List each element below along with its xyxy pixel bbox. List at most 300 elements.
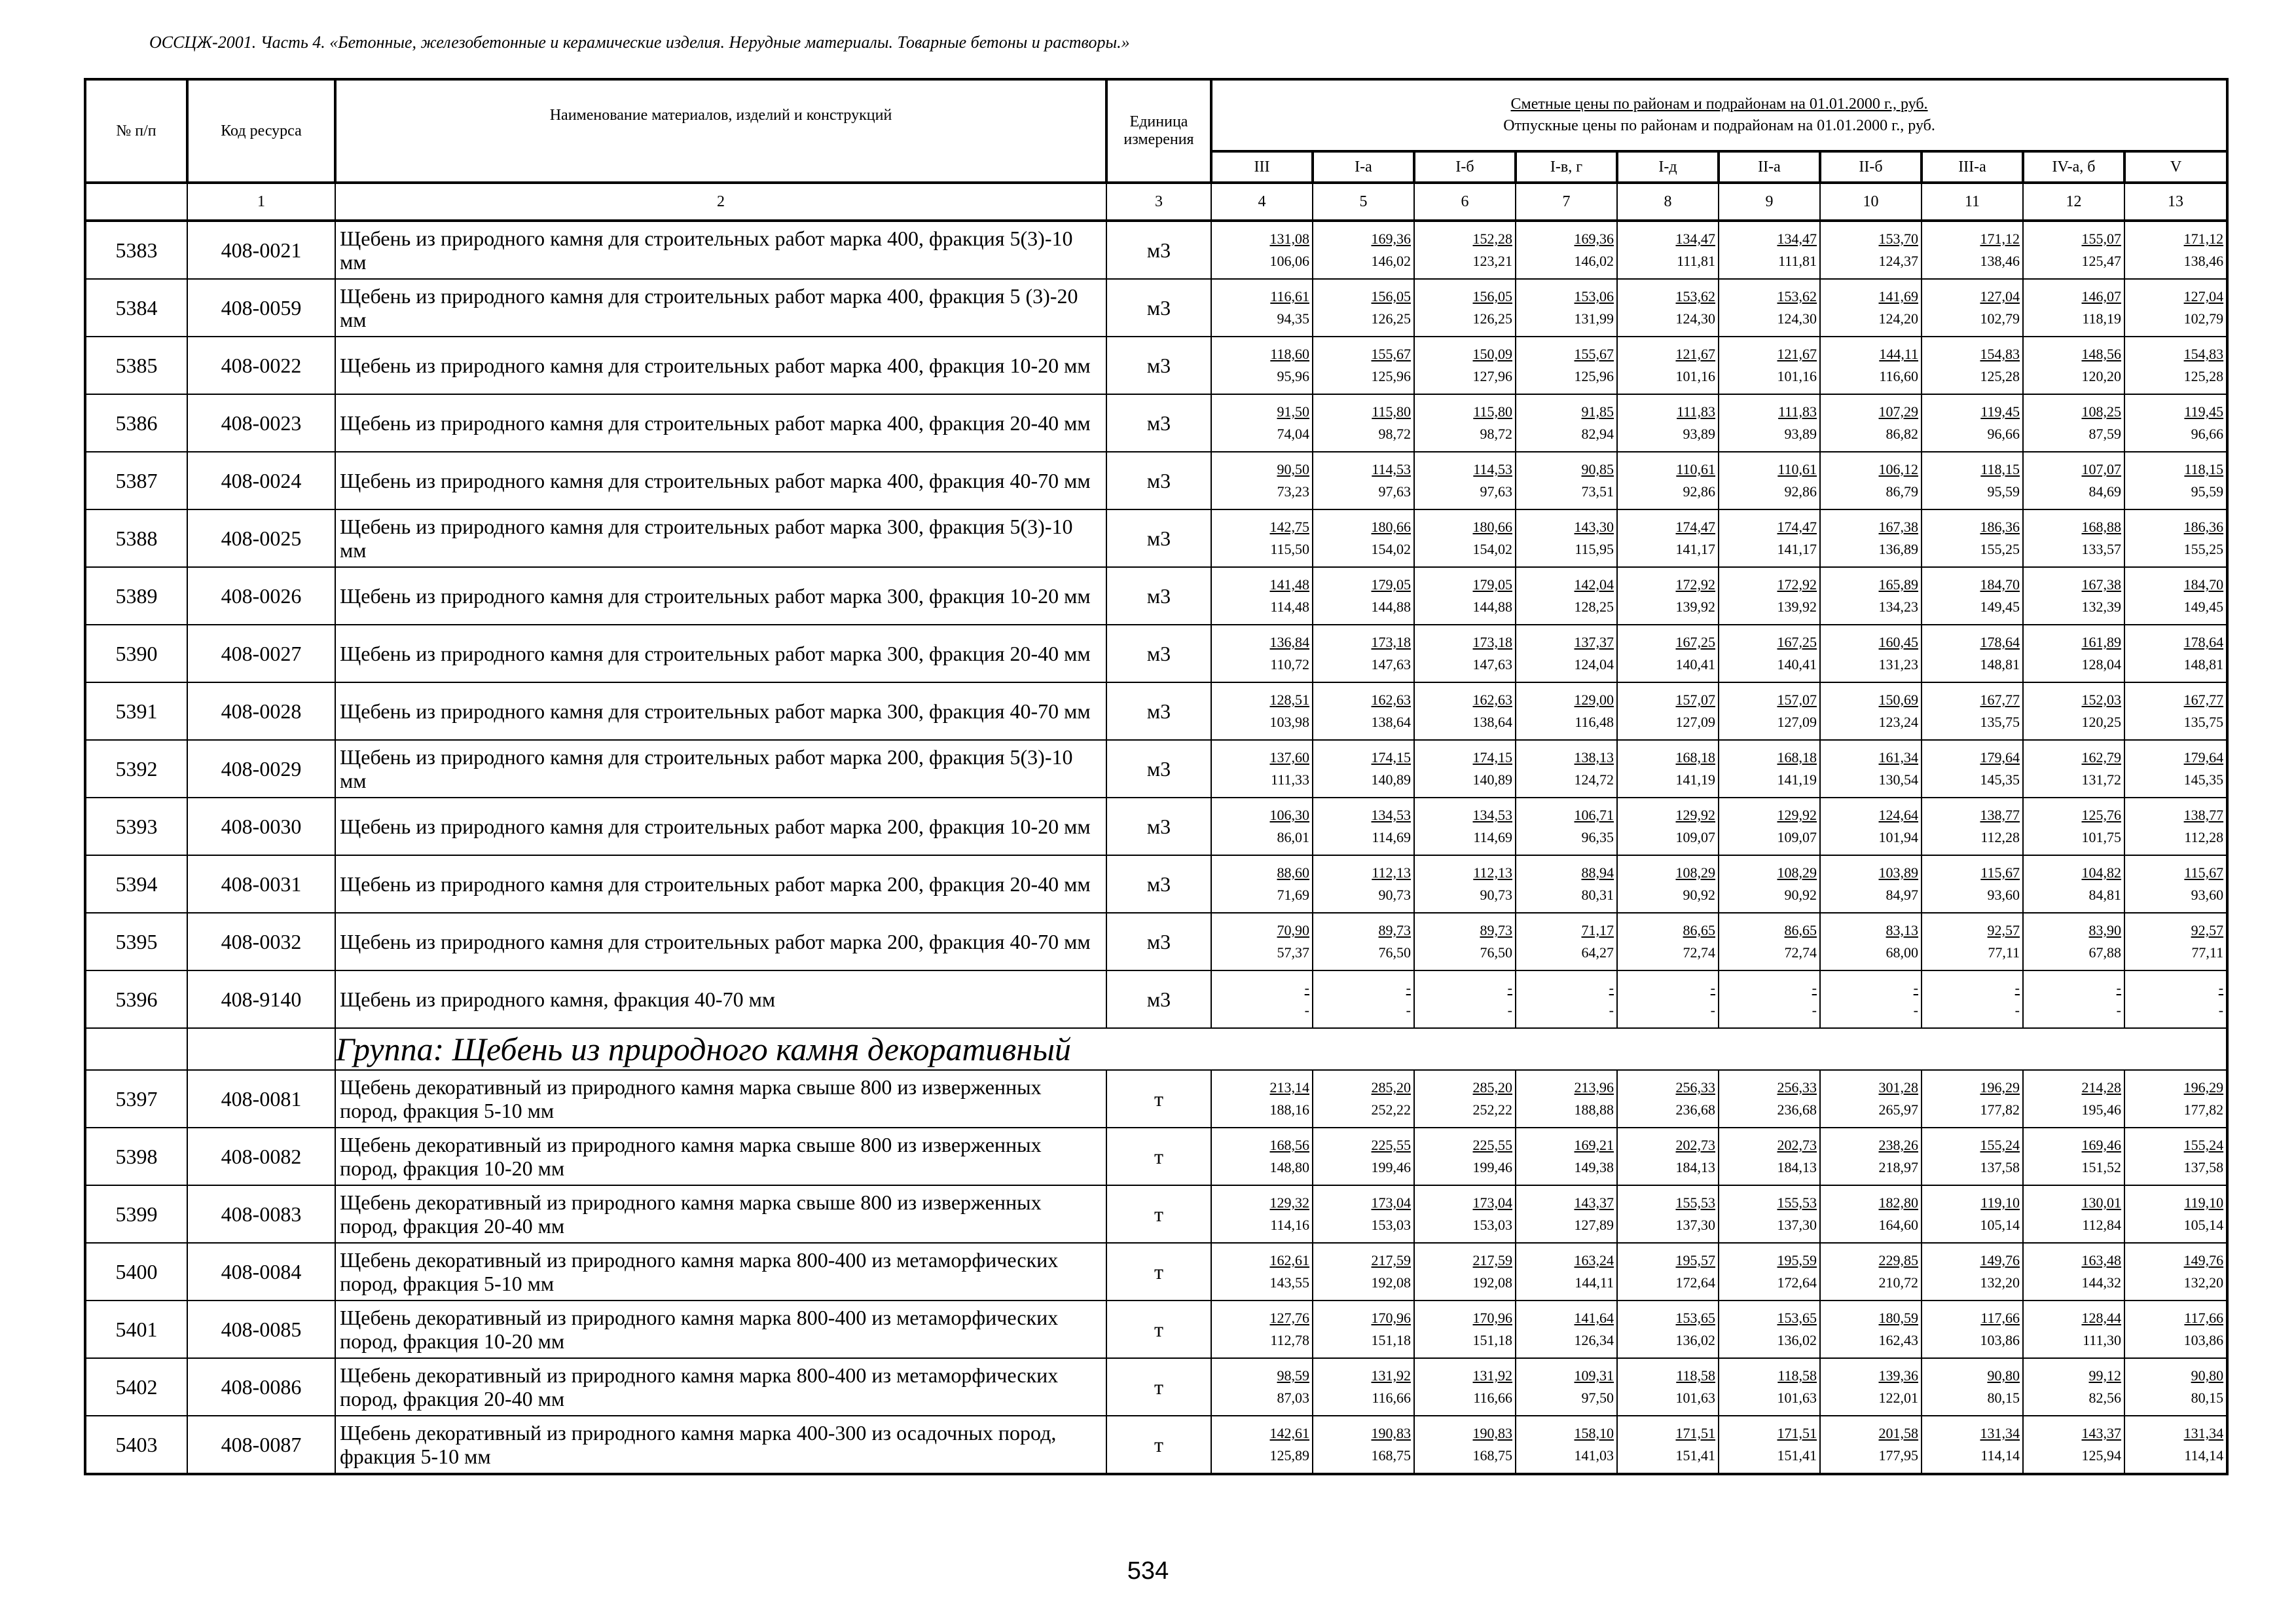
price-cell (1719, 394, 1820, 452)
price-cell (1719, 221, 1820, 279)
release-price: 151,41 (1675, 1447, 1715, 1464)
region-header: II-а (1719, 151, 1820, 183)
release-price: 151,18 (1472, 1332, 1512, 1348)
release-price: 90,92 (1784, 887, 1817, 903)
release-price: 138,64 (1371, 714, 1411, 730)
estimate-price: 174,47 (1675, 519, 1715, 535)
release-price: 86,01 (1277, 829, 1309, 845)
estimate-price: 89,73 (1378, 922, 1411, 938)
price-cell (1211, 1070, 1313, 1128)
estimate-price: 107,07 (2081, 461, 2121, 477)
estimate-price: 144,11 (1879, 346, 1918, 362)
price-cell (1719, 1128, 1820, 1185)
row-number: 5400 (85, 1243, 187, 1301)
release-price: 80,31 (1581, 887, 1614, 903)
estimate-price: 202,73 (1777, 1137, 1817, 1153)
material-name: Щебень из природного камня для строительных работ марка 400, фракция 5 (3)-20 мм (335, 279, 1106, 337)
release-price: 184,13 (1777, 1159, 1817, 1175)
estimate-price: 90,85 (1581, 461, 1614, 477)
release-price: 128,04 (2081, 656, 2121, 673)
release-price: 199,46 (1371, 1159, 1411, 1175)
price-cell (1922, 279, 2023, 337)
price-header-estimate: Сметные цены по районам и подрайонам на 01.01.2000 г., руб. (1510, 96, 1928, 113)
price-cell (1516, 1301, 1617, 1358)
resource-code: 408-0087 (187, 1416, 335, 1474)
release-price: - (1304, 1002, 1309, 1018)
table-body (85, 183, 2227, 1474)
estimate-price: 171,51 (1675, 1425, 1715, 1441)
release-price: 195,46 (2081, 1101, 2121, 1118)
unit-of-measure: т (1106, 1301, 1211, 1358)
release-price: - (2218, 1002, 2224, 1018)
release-price: 144,88 (1472, 599, 1512, 615)
release-price: 141,03 (1574, 1447, 1614, 1464)
release-price: 139,92 (1675, 599, 1715, 615)
row-number: 5392 (85, 740, 187, 798)
release-price: 127,09 (1777, 714, 1817, 730)
resource-code: 408-0059 (187, 279, 335, 337)
estimate-price: 134,53 (1371, 807, 1411, 823)
price-cell (1313, 221, 1414, 279)
price-cell (1313, 1070, 1414, 1128)
price-cell (2023, 337, 2124, 394)
price-cell (1211, 394, 1313, 452)
release-price: 164,60 (1878, 1217, 1918, 1233)
release-price: 210,72 (1878, 1274, 1918, 1291)
price-cell (1719, 567, 1820, 625)
release-price: 68,00 (1886, 944, 1918, 961)
resource-code: 408-0029 (187, 740, 335, 798)
price-cell (1617, 1128, 1719, 1185)
release-price: 265,97 (1878, 1101, 1918, 1118)
price-cell (2124, 221, 2227, 279)
release-price: 106,06 (1269, 253, 1309, 269)
price-cell (1313, 625, 1414, 682)
price-cell (1922, 452, 2023, 509)
release-price: 101,75 (2081, 829, 2121, 845)
estimate-price: 104,82 (2081, 864, 2121, 881)
unit-of-measure: м3 (1106, 798, 1211, 855)
release-price: 114,14 (2184, 1447, 2224, 1464)
estimate-price: 162,63 (1472, 692, 1512, 708)
release-price: 236,68 (1777, 1101, 1817, 1118)
row-number: 5395 (85, 913, 187, 970)
price-cell (1414, 1243, 1516, 1301)
release-price: 146,02 (1371, 253, 1411, 269)
price-cell (1516, 452, 1617, 509)
estimate-price: 118,60 (1270, 346, 1309, 362)
estimate-price: 110,61 (1676, 461, 1715, 477)
price-cell (1820, 970, 1922, 1028)
release-price: 149,38 (1574, 1159, 1614, 1175)
price-cell (1719, 452, 1820, 509)
release-price: 144,11 (1575, 1274, 1614, 1291)
price-cell (1313, 337, 1414, 394)
price-cell (1414, 682, 1516, 740)
release-price: 168,75 (1472, 1447, 1512, 1464)
release-price: 125,96 (1574, 368, 1614, 384)
release-price: 105,14 (2183, 1217, 2224, 1233)
price-cell (2023, 279, 2124, 337)
price-cell (1820, 740, 1922, 798)
release-price: 57,37 (1277, 944, 1309, 961)
release-price: 151,52 (2081, 1159, 2121, 1175)
estimate-price: 155,67 (1574, 346, 1614, 362)
release-price: 131,23 (1878, 656, 1918, 673)
price-cell (1922, 509, 2023, 567)
estimate-price: 119,10 (2184, 1194, 2224, 1211)
row-number: 5385 (85, 337, 187, 394)
estimate-price: 160,45 (1878, 634, 1918, 650)
estimate-price: 134,47 (1777, 231, 1817, 247)
price-cell (1313, 740, 1414, 798)
price-cell (1313, 509, 1414, 567)
estimate-price: 180,59 (1878, 1310, 1918, 1326)
price-cell (1516, 394, 1617, 452)
release-price: 103,98 (1269, 714, 1309, 730)
price-cell (1211, 913, 1313, 970)
table-row (85, 279, 2227, 337)
estimate-price: 202,73 (1675, 1137, 1715, 1153)
price-cell (1516, 1358, 1617, 1416)
estimate-price: 256,33 (1675, 1079, 1715, 1096)
price-cell (1617, 337, 1719, 394)
price-cell (2023, 1128, 2124, 1185)
estimate-price: 157,07 (1675, 692, 1715, 708)
release-price: 93,89 (1784, 426, 1817, 442)
estimate-price: - (1913, 980, 1918, 996)
estimate-price: 179,05 (1371, 576, 1411, 593)
release-price: 151,41 (1777, 1447, 1817, 1464)
release-price: 116,60 (1879, 368, 1918, 384)
price-cell (1211, 1243, 1313, 1301)
estimate-price: 114,53 (1473, 461, 1512, 477)
estimate-price: 131,92 (1472, 1367, 1512, 1384)
estimate-price: 161,34 (1878, 749, 1918, 766)
release-price: - (1406, 1002, 1411, 1018)
material-name: Щебень декоративный из природного камня марка 800-400 из метаморфических пород, фракция 20-40 мм (335, 1358, 1106, 1416)
estimate-price: 167,38 (1878, 519, 1918, 535)
price-cell (1820, 913, 1922, 970)
price-cell (1719, 1358, 1820, 1416)
table-row (85, 1358, 2227, 1416)
estimate-price: 118,58 (1777, 1367, 1817, 1384)
price-cell (1414, 1185, 1516, 1243)
price-cell (1617, 855, 1719, 913)
estimate-price: 88,94 (1581, 864, 1614, 881)
material-name: Щебень декоративный из природного камня марка 800-400 из метаморфических пород, фракция 5-10 мм (335, 1243, 1106, 1301)
resource-code: 408-0085 (187, 1301, 335, 1358)
release-price: 111,30 (2083, 1332, 2121, 1348)
estimate-price: 229,85 (1878, 1252, 1918, 1268)
release-price: 102,79 (1980, 310, 2020, 327)
release-price: 96,35 (1581, 829, 1614, 845)
release-price: 188,88 (1574, 1101, 1614, 1118)
price-cell (1820, 1243, 1922, 1301)
estimate-price: 285,20 (1472, 1079, 1512, 1096)
material-name: Щебень из природного камня для строительных работ марка 200, фракция 40-70 мм (335, 913, 1106, 970)
price-cell (1719, 509, 1820, 567)
price-cell (2124, 567, 2227, 625)
estimate-price: 153,65 (1675, 1310, 1715, 1326)
release-price: 162,43 (1878, 1332, 1918, 1348)
estimate-price: 155,53 (1777, 1194, 1817, 1211)
table-row (85, 1301, 2227, 1358)
release-price: 125,28 (1980, 368, 2020, 384)
estimate-price: 143,37 (2081, 1425, 2121, 1441)
estimate-price: 119,10 (1980, 1194, 2020, 1211)
estimate-price: 161,89 (2081, 634, 2121, 650)
row-number: 5388 (85, 509, 187, 567)
estimate-price: 163,48 (2081, 1252, 2121, 1268)
price-cell (2124, 913, 2227, 970)
release-price: 84,81 (2088, 887, 2121, 903)
release-price: 153,03 (1472, 1217, 1512, 1233)
unit-of-measure: м3 (1106, 913, 1211, 970)
price-cell (1516, 509, 1617, 567)
region-header: I-в, г (1516, 151, 1617, 183)
release-price: - (2116, 1002, 2121, 1018)
price-cell (2023, 1243, 2124, 1301)
estimate-price: 170,96 (1371, 1310, 1411, 1326)
column-number: 11 (1922, 183, 2023, 221)
price-cell (1516, 1185, 1617, 1243)
estimate-price: 167,77 (1980, 692, 2020, 708)
price-cell (1617, 913, 1719, 970)
price-cell (1617, 394, 1719, 452)
estimate-price: 131,92 (1371, 1367, 1411, 1384)
release-price: 137,30 (1777, 1217, 1817, 1233)
estimate-price: 131,34 (1980, 1425, 2020, 1441)
resource-code: 408-0022 (187, 337, 335, 394)
release-price: 112,84 (2082, 1217, 2121, 1233)
price-cell (1211, 682, 1313, 740)
material-name: Щебень из природного камня для строительных работ марка 200, фракция 10-20 мм (335, 798, 1106, 855)
release-price: 177,82 (1980, 1101, 2020, 1118)
estimate-price: 169,36 (1574, 231, 1614, 247)
release-price: 177,82 (2183, 1101, 2224, 1118)
release-price: 93,89 (1683, 426, 1715, 442)
release-price: 140,41 (1675, 656, 1715, 673)
unit-of-measure: м3 (1106, 452, 1211, 509)
resource-code: 408-0028 (187, 682, 335, 740)
release-price: 95,96 (1277, 368, 1309, 384)
table-row (85, 1128, 2227, 1185)
resource-code: 408-0030 (187, 798, 335, 855)
unit-of-measure: т (1106, 1128, 1211, 1185)
release-price: 101,16 (1777, 368, 1817, 384)
column-number: 4 (1211, 183, 1313, 221)
price-cell (2023, 740, 2124, 798)
resource-code: 408-0084 (187, 1243, 335, 1301)
region-header: I-д (1617, 151, 1719, 183)
release-price: 141,17 (1777, 541, 1817, 557)
price-cell (2023, 452, 2124, 509)
table-row (85, 798, 2227, 855)
estimate-price: - (1609, 980, 1614, 996)
row-number: 5401 (85, 1301, 187, 1358)
estimate-price: 108,25 (2081, 403, 2121, 420)
price-cell (1211, 1185, 1313, 1243)
price-cell (1719, 337, 1820, 394)
release-price: 101,16 (1675, 368, 1715, 384)
release-price: 136,02 (1675, 1332, 1715, 1348)
release-price: 112,78 (1270, 1332, 1309, 1348)
estimate-price: 173,18 (1371, 634, 1411, 650)
release-price: 64,27 (1581, 944, 1614, 961)
estimate-price: 119,45 (2184, 403, 2224, 420)
price-cell (1719, 1243, 1820, 1301)
release-price: 138,46 (1980, 253, 2020, 269)
row-number: 5389 (85, 567, 187, 625)
estimate-price: 179,05 (1472, 576, 1512, 593)
estimate-price: 130,01 (2081, 1194, 2121, 1211)
price-cell (1617, 1358, 1719, 1416)
column-number-row (85, 183, 2227, 221)
release-price: 218,97 (1878, 1159, 1918, 1175)
estimate-price: 121,67 (1675, 346, 1715, 362)
material-name: Щебень из природного камня для строительных работ марка 300, фракция 20-40 мм (335, 625, 1106, 682)
estimate-price: 118,58 (1676, 1367, 1715, 1384)
estimate-price: 179,64 (2183, 749, 2224, 766)
price-cell (1414, 1358, 1516, 1416)
release-price: 131,99 (1574, 310, 1614, 327)
estimate-price: 180,66 (1371, 519, 1411, 535)
price-cell (1516, 221, 1617, 279)
price-cell (1922, 1416, 2023, 1474)
release-price: 125,96 (1371, 368, 1411, 384)
price-cell (1313, 567, 1414, 625)
release-price: 103,86 (1980, 1332, 2020, 1348)
table-row (85, 452, 2227, 509)
estimate-price: 146,07 (2081, 288, 2121, 304)
price-cell (1516, 970, 1617, 1028)
table-row (85, 855, 2227, 913)
price-cell (1820, 1128, 1922, 1185)
release-price: 147,63 (1371, 656, 1411, 673)
price-cell (2124, 1070, 2227, 1128)
resource-code: 408-0027 (187, 625, 335, 682)
col-header-unit: Единица измерения (1106, 79, 1211, 183)
price-cell (1820, 1416, 1922, 1474)
release-price: 144,32 (2081, 1274, 2121, 1291)
table-row (85, 740, 2227, 798)
estimate-price: 174,15 (1472, 749, 1512, 766)
estimate-price: 162,63 (1371, 692, 1411, 708)
price-cell (1211, 1301, 1313, 1358)
price-cell (1211, 1416, 1313, 1474)
estimate-price: 155,24 (1980, 1137, 2020, 1153)
estimate-price: 158,10 (1574, 1425, 1614, 1441)
estimate-price: 173,04 (1472, 1194, 1512, 1211)
estimate-price: 196,29 (2183, 1079, 2224, 1096)
release-price: 128,25 (1574, 599, 1614, 615)
estimate-price: 171,12 (1980, 231, 2020, 247)
release-price: 184,13 (1675, 1159, 1715, 1175)
price-cell (1516, 682, 1617, 740)
estimate-price: 103,89 (1878, 864, 1918, 881)
estimate-price: 179,64 (1980, 749, 2020, 766)
estimate-price: 150,09 (1472, 346, 1512, 362)
estimate-price: 83,90 (2088, 922, 2121, 938)
release-price: 111,81 (1778, 253, 1817, 269)
release-price: 138,46 (2183, 253, 2224, 269)
estimate-price: 184,70 (2183, 576, 2224, 593)
estimate-price: 134,53 (1472, 807, 1512, 823)
price-cell (1414, 394, 1516, 452)
release-price: 141,17 (1675, 541, 1715, 557)
unit-of-measure: м3 (1106, 394, 1211, 452)
material-name: Щебень декоративный из природного камня марка свыше 800 из изверженных пород, фракция 5-10 мм (335, 1070, 1106, 1128)
estimate-price: 127,76 (1269, 1310, 1309, 1326)
table-row (85, 509, 2227, 567)
estimate-price: 98,59 (1277, 1367, 1309, 1384)
release-price: 124,30 (1675, 310, 1715, 327)
resource-code: 408-0032 (187, 913, 335, 970)
release-price: 137,58 (1980, 1159, 2020, 1175)
release-price: - (1609, 1002, 1614, 1018)
price-cell (1211, 509, 1313, 567)
price-cell (1516, 1128, 1617, 1185)
unit-of-measure: т (1106, 1358, 1211, 1416)
estimate-price: 117,66 (2184, 1310, 2224, 1326)
price-cell (1414, 509, 1516, 567)
price-cell (1820, 1185, 1922, 1243)
price-cell (1719, 970, 1820, 1028)
price-cell (1922, 337, 2023, 394)
release-price: 139,92 (1777, 599, 1817, 615)
release-price: 109,07 (1675, 829, 1715, 845)
price-cell (1516, 855, 1617, 913)
release-price: 192,08 (1472, 1274, 1512, 1291)
price-cell (2124, 1416, 2227, 1474)
estimate-price: 167,25 (1675, 634, 1715, 650)
resource-code: 408-0021 (187, 221, 335, 279)
group-title: Группа: Щебень из природного камня декоративный (335, 1028, 2227, 1070)
page-number: 534 (1127, 1557, 1169, 1585)
resource-code: 408-0023 (187, 394, 335, 452)
price-cell (1922, 1185, 2023, 1243)
price-cell (1414, 740, 1516, 798)
release-price: 111,33 (1271, 771, 1309, 788)
table-row (85, 913, 2227, 970)
row-number: 5390 (85, 625, 187, 682)
estimate-price: 186,36 (1980, 519, 2020, 535)
price-cell (2023, 394, 2124, 452)
material-name: Щебень из природного камня для строительных работ марка 300, фракция 10-20 мм (335, 567, 1106, 625)
estimate-price: 115,67 (2184, 864, 2224, 881)
material-name: Щебень декоративный из природного камня марка свыше 800 из изверженных пород, фракция 20-40 мм (335, 1185, 1106, 1243)
estimate-price: 129,32 (1269, 1194, 1309, 1211)
estimate-price: 178,64 (2183, 634, 2224, 650)
estimate-price: 154,83 (2183, 346, 2224, 362)
release-price: 135,75 (1980, 714, 2020, 730)
estimate-price: 142,75 (1269, 519, 1309, 535)
unit-of-measure: м3 (1106, 855, 1211, 913)
estimate-price: 128,51 (1269, 692, 1309, 708)
price-cell (1617, 1070, 1719, 1128)
estimate-price: 225,55 (1371, 1137, 1411, 1153)
release-price: 95,59 (2191, 483, 2224, 500)
price-cell (2124, 798, 2227, 855)
price-cell (1313, 970, 1414, 1028)
release-price: 114,69 (1473, 829, 1512, 845)
column-number: 2 (335, 183, 1106, 221)
price-cell (2023, 682, 2124, 740)
table-row (85, 625, 2227, 682)
price-cell (1820, 798, 1922, 855)
release-price: 97,63 (1378, 483, 1411, 500)
